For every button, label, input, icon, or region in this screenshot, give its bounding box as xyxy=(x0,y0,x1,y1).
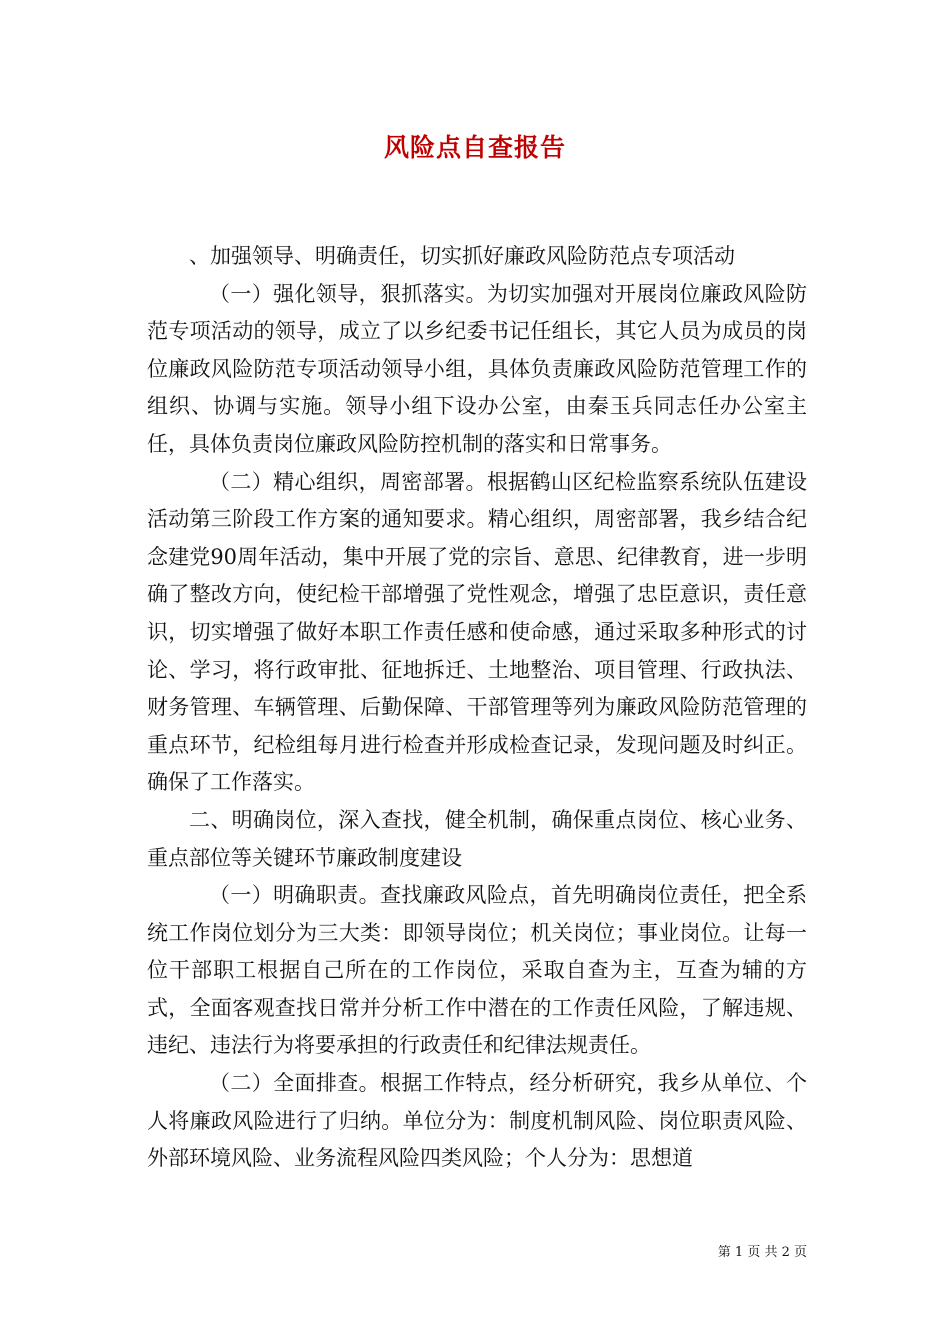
page-title: 风险点自查报告 xyxy=(383,133,566,162)
paragraph: （一）明确职责。查找廉政风险点，首先明确岗位责任，把全系统工作岗位划分为三大类：即领导岗位；机关岗位；事业岗位。让每一位干部职工根据自己所在的工作岗位，采取自查为主，互查为辅的方式，全面客观查找日常并分析工作中潜在的工作责任风险，了解违规、违纪、违法行为将要承担的行政责任和纪律法规责任。 xyxy=(147,883,807,1058)
section-heading: 、加强领导、明确责任，切实抓好廉政风险防范点专项活动 xyxy=(189,244,735,268)
document-body xyxy=(147,238,807,1178)
paragraph: （二）精心组织，周密部署。根据鹤山区纪检监察系统队伍建设活动第三阶段工作方案的通知要求。精心组织，周密部署，我乡结合纪念建党90周年活动，集中开展了党的宗旨、意思、纪律教育，进一步明确了整改方向，使纪检干部增强了党性观念，增强了忠臣意识，责任意识，切实增强了做好本职工作责任感和使命感，通过采取多种形式的讨论、学习，将行政审批、征地拆迁、土地整治、项目管理、行政执法、财务管理、车辆管理、后勤保障、干部管理等列为廉政风险防范管理的重点环节，纪检组每月进行检查并形成检查记录，发现问题及时纠正。确保了工作落实。 xyxy=(147,469,807,795)
page-number: 第 1 页 共 2 页 xyxy=(717,1245,807,1260)
paragraph: （一）强化领导，狠抓落实。为切实加强对开展岗位廉政风险防范专项活动的领导，成立了以乡纪委书记任组长，其它人员为成员的岗位廉政风险防范专项活动领导小组，具体负责廉政风险防范管理工作的组织、协调与实施。领导小组下设办公室，由秦玉兵同志任办公室主任，具体负责岗位廉政风险防控机制的落实和日常事务。 xyxy=(147,281,807,456)
paragraph: （二）全面排查。根据工作特点，经分析研究，我乡从单位、个人将廉政风险进行了归纳。单位分为：制度机制风险、岗位职责风险、外部环境风险、业务流程风险四类风险；个人分为：思想道 xyxy=(147,1071,807,1171)
section-heading: 二、明确岗位，深入查找，健全机制，确保重点岗位、核心业务、重点部位等关键环节廉政制度建设 xyxy=(147,807,807,870)
